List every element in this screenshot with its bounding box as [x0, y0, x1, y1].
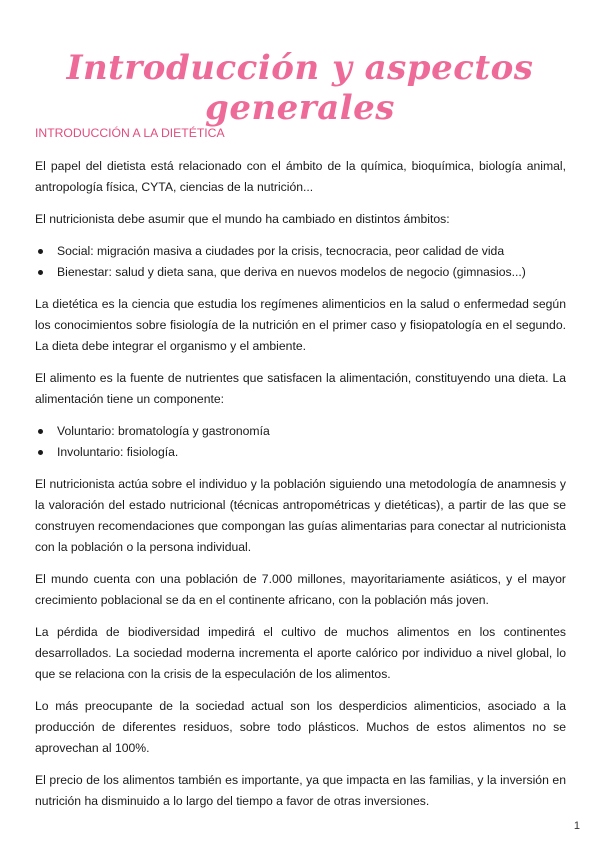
paragraph: Lo más preocupante de la sociedad actual son los desperdicios alimenticios, asociado a la producción de diferentes residuos, sobre todo plásticos. Muchos de estos alimentos no se aprovechan al 100%. [35, 699, 566, 755]
paragraph: El alimento es la fuente de nutrientes que satisfacen la alimentación, constituyendo una dieta. La alimentación tiene un componente: [35, 371, 566, 406]
list-item-text: Voluntario: bromatología y gastronomía [57, 424, 270, 438]
paragraph: El nutricionista actúa sobre el individuo y la población siguiendo una metodología de anamnesis y la valoración del estado nutricional (técnicas antropométricas y dietéticas), a partir de las que se construyen recomendaciones que compongan las guías alimentarias para conectar al nutricionista con la población o la persona individual. [35, 477, 566, 554]
list-item-text: Bienestar: salud y dieta sana, que deriva en nuevos modelos de negocio (gimnasios...) [57, 265, 526, 279]
paragraph: La pérdida de biodiversidad impedirá el cultivo de muchos alimentos en los continentes desarrollados. La sociedad moderna incrementa el aporte calórico por individuo a nivel global, lo que se relaciona con la crisis de la especulación de los alimentos. [35, 625, 566, 681]
bullet-icon [38, 249, 43, 254]
bullet-icon [38, 270, 43, 275]
page-number: 1 [573, 820, 580, 832]
list-item [57, 241, 566, 262]
list-item [57, 421, 566, 442]
section-heading: INTRODUCCIÓN A LA DIETÉTICA [35, 126, 225, 140]
bullet-list [35, 241, 566, 283]
paragraph: El mundo cuenta con una población de 7.000 millones, mayoritariamente asiáticos, y el mayor crecimiento poblacional se da en el continente africano, con la población más joven. [35, 572, 566, 607]
list-item-text: Involuntario: fisiología. [57, 445, 179, 459]
paragraph: El papel del dietista está relacionado con el ámbito de la química, bioquímica, biología animal, antropología física, CYTA, ciencias de la nutrición... [35, 159, 566, 194]
list-item [57, 442, 566, 463]
page-title: Introducción y aspectos generales [66, 48, 534, 128]
list-item-text: Social: migración masiva a ciudades por la crisis, tecnocracia, peor calidad de vida [57, 244, 505, 258]
document-body [35, 123, 566, 823]
bullet-icon [38, 429, 43, 434]
paragraph: La dietética es la ciencia que estudia los regímenes alimenticios en la salud o enfermedad según los conocimientos sobre fisiología de la nutrición en el primer caso y fisiopatología en el segundo. La dieta debe integrar el organismo y el ambiente. [35, 297, 566, 353]
list-item [57, 262, 566, 283]
paragraph: El nutricionista debe asumir que el mundo ha cambiado en distintos ámbitos: [35, 212, 450, 226]
bullet-icon [38, 450, 43, 455]
bullet-list [35, 421, 566, 463]
paragraph: El precio de los alimentos también es importante, ya que impacta en las familias, y la inversión en nutrición ha disminuido a lo largo del tiempo a favor de otras inversiones. [35, 773, 566, 808]
